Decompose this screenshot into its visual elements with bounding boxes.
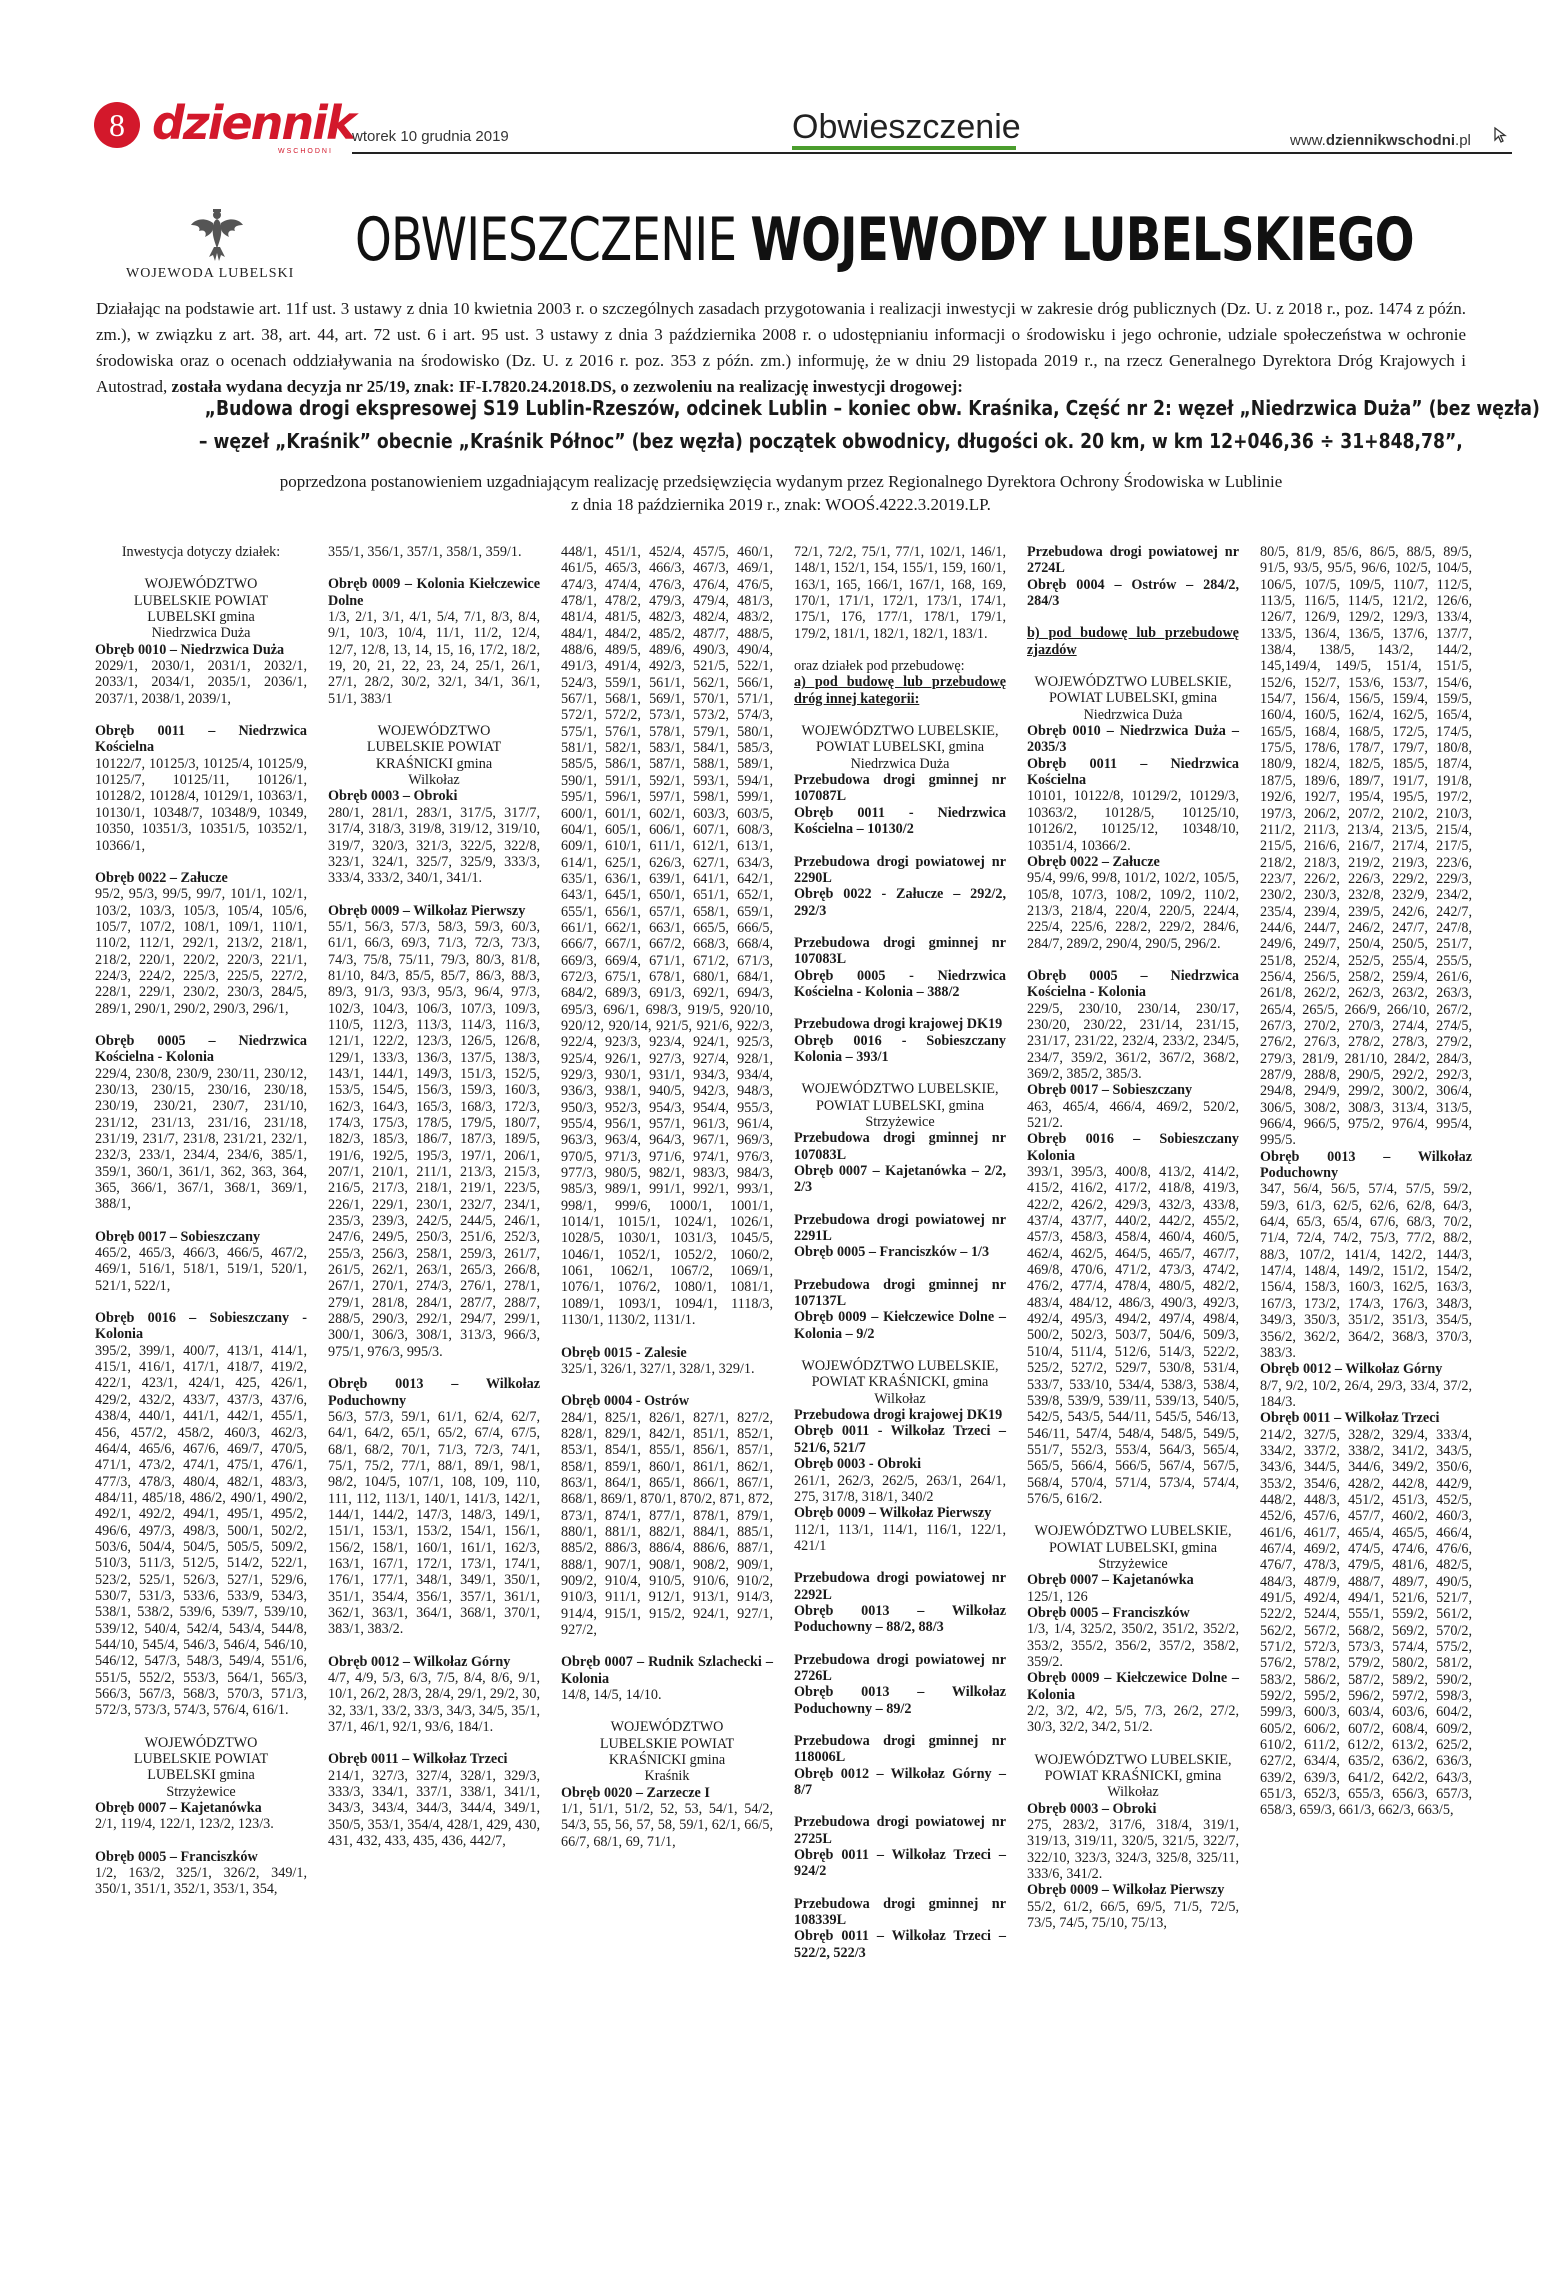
road-heading: Przebudowa drogi gminnej nr 107083L: [794, 1130, 1006, 1163]
precinct-heading: Obręb 0007 – Kajetanówka: [1027, 1572, 1194, 1589]
title-bold: WOJEWODY LUBELSKIEGO: [750, 205, 1414, 275]
road-parcels: Obręb 0005 – Franciszków – 1/3: [794, 1244, 990, 1261]
precinct-heading: Obręb 0022 – Załucze: [95, 869, 228, 886]
parcel-list: 1/3, 2/1, 3/1, 4/1, 5/4, 7/1, 8/3, 8/4, 9/1, 10/3, 10/4, 11/1, 11/2, 12/4, 12/7, 12/8, 13, 14, 15, 16, 17/2, 18/2, 19, 20, 21, 22, 23, 24, 25/1, 26/1, 27/1, 28/2, 30/2, 32/1, 34/1, 36/1, 51/1, 383/1: [328, 609, 540, 707]
parcel-list: 4/7, 4/9, 5/3, 6/3, 7/5, 8/4, 8/6, 9/1, 10/1, 26/2, 28/3, 28/4, 29/1, 29/2, 30, 32, 33/1, 33/2, 33/3, 34/3, 34/5, 35/1, 37/1, 46/1, 92/1, 93/6, 184/1.: [328, 1670, 540, 1736]
parcel-list: 214/1, 327/3, 327/4, 328/1, 329/3, 333/3, 334/1, 337/1, 338/1, 341/1, 343/3, 343/4, 344/3, 344/4, 349/1, 350/5, 353/1, 354/4, 428/1, 429, 430, 431, 432, 433, 435, 436, 442/7,: [328, 1767, 540, 1850]
cursor-icon: [1493, 126, 1511, 144]
region-heading: WOJEWÓDZTWO LUBELSKIE, POWIAT LUBELSKI, gmina Niedrzwica Duża: [801, 723, 999, 772]
parcel-list: 14/8, 14/5, 14/10.: [561, 1687, 662, 1704]
preceded-line-1: poprzedzona postanowieniem uzgadniającym realizację przedsięwzięcia wydanym przez Regionalnego Dyrektora Ochrony Środowiska w Lublinie: [279, 472, 1283, 491]
precinct-heading: Obręb 0005 – Niedrzwica Kościelna - Kolonia: [1027, 967, 1239, 1001]
parcel-list: 347, 56/4, 56/5, 57/4, 57/5, 59/2, 59/3, 61/3, 62/5, 62/6, 62/8, 64/3, 64/4, 65/3, 65/4, 67/6, 68/3, 70/2, 71/4, 72/4, 74/2, 75/3, 77/2, 88/2, 88/3, 107/2, 141/4, 142/2, 144/3, 147/4, 148/4, 149/2, 151/2, 154/2, 156/4, 158/3, 160/3, 162/5, 163/3, 167/3, 173/2, 174/3, 176/3, 348/3, 349/3, 350/3, 351/2, 351/3, 354/5, 356/2, 362/2, 364/2, 368/3, 370/3, 383/3.: [1260, 1181, 1472, 1361]
parcel-list: 1/3, 1/4, 325/2, 350/2, 351/2, 352/2, 353/2, 355/2, 356/2, 357/2, 358/2, 359/2.: [1027, 1621, 1239, 1670]
road-parcels: Obręb 0013 – Wilkołaz Poduchowny – 88/2, 88/3: [794, 1602, 1006, 1636]
region-heading: WOJEWÓDZTWO LUBELSKIE POWIAT LUBELSKI gmina Strzyżewice: [133, 1734, 269, 1800]
precinct-heading: Obręb 0022 – Załucze: [1027, 853, 1160, 870]
region-heading: WOJEWÓDZTWO LUBELSKIE POWIAT KRAŚNICKI gmina Kraśnik: [599, 1719, 735, 1785]
subsection-intro: oraz działek pod przebudowę:: [794, 658, 965, 675]
parcel-list: 395/2, 399/1, 400/7, 413/1, 414/1, 415/1, 416/1, 417/1, 418/7, 419/2, 422/1, 423/1, 424/1, 425, 426/1, 429/2, 432/2, 433/7, 437/3, 437/6, 438/4, 440/1, 441/1, 442/1, 455/1, 456, 457/2, 458/2, 460/3, 462/3, 464/4, 465/6, 467/6, 469/7, 470/5, 471/1, 473/2, 474/1, 475/1, 476/1, 477/3, 478/3, 480/4, 482/1, 483/3, 484/11, 485/18, 486/2, 490/1, 490/2, 492/1, 492/2, 494/1, 495/1, 495/2, 496/6, 497/3, 498/3, 500/1, 502/2, 503/6, 504/4, 504/5, 505/5, 509/2, 510/3, 511/3, 512/5, 514/2, 522/1, 523/2, 525/1, 526/3, 527/1, 529/6, 530/7, 531/3, 533/6, 533/9, 534/3, 538/1, 538/2, 539/6, 539/7, 539/10, 539/12, 540/4, 542/4, 543/4, 544/8, 544/10, 545/4, 546/3, 546/4, 546/10, 546/12, 547/3, 548/3, 549/4, 551/6, 551/5, 552/2, 553/3, 564/1, 565/3, 566/3, 567/3, 568/3, 570/3, 571/3, 572/3, 573/3, 574/3, 576/4, 616/1.: [95, 1342, 307, 1719]
parcel-list: 125/1, 126: [1027, 1588, 1088, 1605]
road-heading: Przebudowa drogi gminnej nr 107137L: [794, 1276, 1006, 1310]
page-title: [355, 205, 1414, 275]
precinct-heading: Obręb 0011 – Wilkołaz Trzeci: [1260, 1410, 1440, 1427]
road-parcels: Obręb 0011 - Niedrzwica Kościelna – 10130/2: [794, 804, 1006, 838]
precinct-heading: Obręb 0016 – Sobieszczany Kolonia: [1027, 1131, 1239, 1164]
parcel-list: 325/1, 326/1, 327/1, 328/1, 329/1.: [561, 1360, 755, 1377]
road-parcels: Obręb 0013 – Wilkołaz Poduchowny – 89/2: [794, 1684, 1006, 1717]
subsection-heading: a) pod budowę lub przebudowę dróg innej kategorii:: [794, 674, 1006, 707]
parcel-list: 275, 283/2, 317/6, 318/4, 319/1, 319/13, 319/11, 320/5, 321/5, 322/7, 322/10, 323/3, 324/3, 325/8, 325/11, 333/6, 341/2.: [1027, 1817, 1239, 1883]
road-parcels: Obręb 0011 – Wilkołaz Trzeci – 924/2: [794, 1847, 1006, 1880]
precinct-heading: Obręb 0013 – Wilkołaz Poduchowny: [1260, 1148, 1472, 1182]
precinct-heading: Obręb 0009 – Wilkołaz Pierwszy: [794, 1505, 992, 1522]
intro-text: Działając na podstawie art. 11f ust. 3 ustawy z dnia 10 kwietnia 2003 r. o szczególnych zasadach przygotowania i realizacji inwestycji w zakresie dróg publicznych (Dz. U. z 2018 r., poz. 1474 z późn. zm.), w związku z art. 38, art. 44, art. 72 ust. 6 i art. 95 ust. 3 ustawy z dnia 3 października 2008 r. o udostępnianiu informacji o środowisku i jego ochronie, udziale społeczeństwa w ochronie środowiska oraz o ocenach oddziaływania na środowisko (Dz. U. z 2016 r. poz. 353 z późn. zm.) informuję, że w dniu 29 listopada 2019 r., na rzecz Generalnego Dyrektora Dróg Krajowych i Autostrad,: [96, 299, 1466, 396]
website-link[interactable]: [1290, 132, 1471, 149]
precinct-heading: Obręb 0009 – Wilkołaz Pierwszy: [1027, 1882, 1225, 1899]
project-line-2: – węzeł „Kraśnik” obecnie „Kraśnik Północ” (bez węzła) początek obwodnicy, długości ok. 20 km, w km 12+046,36 ÷ 31+848,78”,: [198, 429, 1463, 453]
page-number: 8: [94, 102, 140, 148]
road-heading: Przebudowa drogi gminnej nr 108339L: [794, 1895, 1006, 1929]
road-heading: Przebudowa drogi powiatowej nr 2292L: [794, 1570, 1006, 1603]
intro-decision: została wydana decyzja nr 25/19, znak: IF-I.7820.24.2018.DS, o zezwoleniu na realizację inwestycji drogowej:: [171, 377, 963, 396]
parcel-list: 465/2, 465/3, 466/3, 466/5, 467/2, 469/1, 516/1, 518/1, 519/1, 520/1, 521/1, 522/1,: [95, 1245, 307, 1294]
parcel-list: 1/2, 163/2, 325/1, 326/2, 349/1, 350/1, 351/1, 352/1, 353/1, 354,: [95, 1865, 307, 1898]
parcel-list: 8/7, 9/2, 10/2, 26/4, 29/3, 33/4, 37/2, 184/3.: [1260, 1377, 1472, 1410]
column-4: [794, 544, 1006, 1961]
precinct-heading: Obręb 0012 – Wilkołaz Górny: [328, 1653, 511, 1670]
road-parcels: Obręb 0022 - Załucze – 292/2, 292/3: [794, 886, 1006, 919]
precinct-heading: Obręb 0015 - Zalesie: [561, 1344, 687, 1361]
precinct-heading: Obręb 0012 – Wilkołaz Górny: [1260, 1361, 1443, 1378]
parcel-list: 72/1, 72/2, 75/1, 77/1, 102/1, 146/1, 148/1, 152/1, 154, 155/1, 159, 160/1, 163/1, 165, 166/1, 167/1, 168, 169, 170/1, 171/1, 172/1, 173/1, 174/1, 175/1, 176, 177/1, 178/1, 179/1, 179/2, 181/1, 182/1, 182/1, 183/1.: [794, 544, 1006, 642]
parcel-list: 280/1, 281/1, 283/1, 317/5, 317/7, 317/4, 318/3, 319/8, 319/12, 319/10, 319/7, 320/3, 321/3, 322/5, 322/8, 323/1, 324/1, 325/7, 325/9, 333/3, 333/4, 333/2, 340/1, 341/1.: [328, 804, 540, 887]
parcel-list: 55/1, 56/3, 57/3, 58/3, 59/3, 60/3, 61/1, 66/3, 69/3, 71/3, 72/3, 73/3, 74/3, 75/8, 75/11, 79/3, 80/3, 81/8, 81/10, 84/3, 85/5, 85/7, 86/3, 88/3, 89/3, 91/3, 93/3, 95/3, 96/4, 97/3, 102/3, 104/3, 106/3, 107/3, 109/3, 110/5, 112/3, 113/3, 114/3, 116/3, 121/1, 122/2, 123/3, 126/5, 126/8, 129/1, 133/3, 136/3, 137/5, 138/3, 143/1, 144/1, 149/3, 151/3, 152/5, 153/5, 154/5, 156/3, 159/3, 160/3, 162/3, 164/3, 165/3, 168/3, 172/3, 174/3, 175/3, 178/5, 179/5, 180/7, 182/3, 185/3, 186/7, 187/3, 189/5, 191/6, 192/5, 195/3, 197/1, 206/1, 207/1, 210/1, 211/1, 213/3, 215/3, 216/5, 217/3, 218/1, 219/1, 223/5, 226/1, 229/1, 230/1, 232/7, 234/1, 235/3, 239/3, 242/5, 244/5, 246/1, 247/6, 249/5, 250/3, 251/6, 252/3, 255/3, 256/3, 258/1, 259/3, 261/7, 261/5, 262/1, 263/1, 265/3, 266/8, 267/1, 270/1, 274/3, 276/1, 278/1, 279/1, 281/8, 284/1, 287/7, 288/7, 288/5, 290/3, 292/1, 294/7, 299/1, 300/1, 306/3, 308/1, 313/3, 966/3, 975/1, 976/3, 995/3.: [328, 918, 540, 1360]
road-parcels: Obręb 0016 - Sobieszczany Kolonia – 393/1: [794, 1032, 1006, 1065]
column-intro: Inwestycja dotyczy działek:: [121, 544, 281, 560]
parcel-list: 10122/7, 10125/3, 10125/4, 10125/9, 10125/7, 10125/11, 10126/1, 10128/2, 10128/4, 10129/1, 10363/1, 10130/1, 10348/7, 10348/9, 10349, 10350, 10351/3, 10351/5, 10352/1, 10366/1,: [95, 755, 307, 854]
parcel-list: 95/4, 99/6, 99/8, 101/2, 102/2, 105/5, 105/8, 107/3, 108/2, 109/2, 110/2, 213/3, 218/4, 220/4, 220/5, 224/4, 225/4, 225/6, 228/2, 229/2, 284/6, 284/7, 289/2, 290/4, 290/5, 296/2.: [1027, 870, 1239, 952]
intro-paragraph: [96, 296, 1466, 400]
region-heading: WOJEWÓDZTWO LUBELSKIE POWIAT LUBELSKI gmina Niedrzwica Duża: [133, 576, 269, 642]
region-heading: WOJEWÓDZTWO LUBELSKIE POWIAT KRAŚNICKI gmina Wilkołaz: [366, 723, 502, 789]
parcel-list: 80/5, 81/9, 85/6, 86/5, 88/5, 89/5, 91/5, 93/5, 95/5, 96/6, 102/5, 104/5, 106/5, 107/5, 109/5, 110/7, 112/5, 113/5, 116/5, 114/5, 121/2, 126/6, 126/7, 126/9, 129/2, 129/3, 133/4, 133/5, 136/4, 136/5, 137/6, 137/7, 138/4, 138/5, 143/2, 144/2, 145,149/4, 149/5, 151/4, 151/5, 152/6, 152/7, 153/6, 153/7, 154/6, 154/7, 156/4, 156/5, 159/4, 159/5, 160/4, 160/5, 162/4, 162/5, 165/4, 165/5, 168/4, 168/5, 172/5, 174/5, 175/5, 178/6, 178/7, 179/7, 180/8, 180/9, 182/4, 182/5, 185/5, 187/4, 187/5, 189/6, 189/7, 191/7, 191/8, 192/6, 192/7, 195/4, 195/5, 197/2, 197/3, 206/2, 207/2, 210/2, 210/3, 211/2, 211/3, 213/4, 213/5, 215/4, 215/5, 216/6, 216/7, 217/4, 217/5, 218/2, 218/3, 219/2, 219/3, 223/6, 223/7, 226/2, 226/3, 229/2, 229/3, 230/2, 230/3, 232/8, 232/9, 234/2, 235/4, 239/4, 239/5, 242/6, 242/7, 244/6, 244/7, 246/2, 247/7, 247/8, 249/6, 249/7, 250/4, 250/5, 251/7, 251/8, 252/4, 252/5, 255/4, 255/5, 256/4, 256/5, 258/2, 259/4, 261/6, 261/8, 262/2, 262/3, 263/2, 263/3, 265/4, 265/5, 266/9, 266/10, 267/2, 267/3, 270/2, 270/3, 274/4, 274/5, 276/2, 276/3, 278/2, 278/3, 279/2, 279/3, 281/9, 281/10, 284/2, 284/3, 287/9, 288/8, 290/5, 292/2, 292/3, 294/8, 294/9, 299/2, 300/2, 306/4, 306/5, 308/2, 308/3, 313/4, 313/5, 966/4, 966/5, 975/2, 976/4, 995/4, 995/5.: [1260, 544, 1472, 1149]
column-6: [1260, 544, 1472, 1819]
column-3: [561, 544, 773, 1850]
precinct-heading: Obręb 0003 – Obroki: [328, 788, 458, 805]
column-1: [95, 544, 307, 1898]
precinct-heading: Obręb 0005 – Niedrzwica Kościelna - Kolonia: [95, 1032, 307, 1066]
parcel-list: 56/3, 57/3, 59/1, 61/1, 62/4, 62/7, 64/1, 64/2, 65/1, 65/2, 67/4, 67/5, 68/1, 68/2, 70/1, 71/3, 72/3, 74/1, 75/1, 75/2, 77/1, 88/1, 89/1, 98/1, 98/2, 104/5, 107/1, 108, 109, 110, 111, 112, 113/1, 140/1, 141/3, 142/1, 144/1, 144/2, 147/3, 148/3, 149/1, 151/1, 153/1, 153/2, 154/1, 156/1, 156/2, 158/1, 160/1, 161/1, 162/3, 163/1, 167/1, 172/1, 173/1, 174/1, 176/1, 177/1, 348/1, 349/1, 350/1, 351/1, 354/4, 356/1, 357/1, 361/1, 362/1, 363/1, 364/1, 368/1, 370/1, 383/1, 383/2.: [328, 1408, 540, 1638]
road-parcels: Obręb 0012 – Wilkołaz Górny – 8/7: [794, 1765, 1006, 1798]
parcel-list: 112/1, 113/1, 114/1, 116/1, 122/1, 421/1: [794, 1521, 1006, 1554]
precinct-heading: Obręb 0011 – Wilkołaz Trzeci: [328, 1751, 508, 1768]
road-parcels: Obręb 0004 – Ostrów – 284/2, 284/3: [1027, 576, 1239, 610]
project-line-1: „Budowa drogi ekspresowej S19 Lublin-Rzeszów, odcinek Lublin – koniec obw. Kraśnika, Część nr 2: węzeł „Niedrzwica Duża” (bez węzła): [204, 396, 1540, 420]
parcel-list: 229/5, 230/10, 230/14, 230/17, 230/20, 230/22, 231/14, 231/15, 231/17, 231/22, 232/4, 233/2, 234/5, 234/7, 359/2, 361/2, 367/2, 368/2, 369/2, 385/2, 385/3.: [1027, 1000, 1239, 1082]
project-title: [96, 392, 1540, 458]
road-heading: Przebudowa drogi gminnej nr 107087L: [794, 772, 1006, 805]
url-suffix: .pl: [1455, 132, 1471, 149]
precinct-heading: Obręb 0007 – Kajetanówka: [95, 1800, 262, 1817]
precinct-heading: Obręb 0017 – Sobieszczany: [95, 1228, 261, 1245]
parcel-list: 2029/1, 2030/1, 2031/1, 2032/1, 2033/1, 2034/1, 2035/1, 2036/1, 2037/1, 2038/1, 2039/1,: [95, 658, 307, 707]
newspaper-logo[interactable]: dziennik: [152, 96, 355, 150]
precinct-heading: Obręb 0009 – Kolonia Kiełczewice Dolne: [328, 576, 540, 609]
parcel-list: 55/2, 61/2, 66/5, 69/5, 71/5, 72/5, 73/5, 74/5, 75/10, 75/13,: [1027, 1898, 1239, 1932]
parcel-list: 2/2, 3/2, 4/2, 5/5, 7/3, 26/2, 27/2, 30/3, 32/2, 34/2, 51/2.: [1027, 1703, 1239, 1736]
section-underline: [792, 146, 1016, 150]
precinct-heading: Obręb 0010 – Niedrzwica Duża: [95, 641, 285, 658]
road-parcels: Obręb 0007 – Kajetanówka – 2/2, 2/3: [794, 1163, 1006, 1196]
precinct-heading: Obręb 0005 – Franciszków: [1027, 1604, 1190, 1621]
section-title: Obwieszczenie: [792, 108, 1021, 146]
subsection-heading: b) pod budowę lub przebudowę zjazdów: [1027, 625, 1239, 658]
precinct-heading: Obręb 0010 – Niedrzwica Duża – 2035/3: [1027, 723, 1239, 756]
precinct-heading: Obręb 0009 – Kiełczewice Dolne – Kolonia: [1027, 1670, 1239, 1703]
precinct-heading: Obręb 0003 – Obroki: [1027, 1800, 1157, 1817]
road-heading: Przebudowa drogi powiatowej nr 2290L: [794, 853, 1006, 886]
column-2: [328, 544, 540, 1849]
precinct-heading: Obręb 0020 – Zarzecze I: [561, 1784, 710, 1801]
precinct-heading: Obręb 0009 – Wilkołaz Pierwszy: [328, 902, 526, 919]
precinct-heading: Obręb 0003 - Obroki: [794, 1456, 922, 1473]
road-heading: Przebudowa drogi gminnej nr 107083L: [794, 934, 1006, 968]
region-heading: WOJEWÓDZTWO LUBELSKIE, POWIAT LUBELSKI, gmina Strzyżewice: [801, 1081, 999, 1130]
parcel-list: 1/1, 51/1, 51/2, 52, 53, 54/1, 54/2, 54/3, 55, 56, 57, 58, 59/1, 62/1, 66/5, 66/7, 68/1, 69, 71/1,: [561, 1801, 773, 1850]
url-prefix: www.: [1290, 132, 1326, 149]
parcel-list: 284/1, 825/1, 826/1, 827/1, 827/2, 828/1, 829/1, 842/1, 851/1, 852/1, 853/1, 854/1, 855/1, 856/1, 857/1, 858/1, 859/1, 860/1, 861/1, 862/1, 863/1, 864/1, 865/1, 866/1, 867/1, 868/1, 869/1, 870/1, 870/2, 871, 872, 873/1, 874/1, 877/1, 878/1, 879/1, 880/1, 881/1, 882/1, 884/1, 885/1, 885/2, 886/3, 886/4, 886/6, 887/1, 888/1, 907/1, 908/1, 908/2, 909/1, 909/2, 910/4, 910/5, 910/6, 910/2, 910/3, 911/1, 912/1, 913/1, 914/3, 914/4, 915/1, 915/2, 924/1, 927/1, 927/2,: [561, 1409, 773, 1638]
road-parcels: Obręb 0005 - Niedrzwica Kościelna - Kolonia – 388/2: [794, 967, 1006, 1000]
parcel-list: 448/1, 451/1, 452/4, 457/5, 460/1, 461/5, 465/3, 466/3, 467/3, 469/1, 474/3, 474/4, 476/3, 476/4, 476/5, 478/1, 478/2, 479/3, 479/4, 481/3, 481/4, 481/5, 482/3, 482/4, 483/2, 484/1, 484/2, 485/2, 487/7, 488/5, 488/6, 489/5, 489/6, 490/3, 490/4, 491/3, 491/4, 492/3, 521/5, 522/1, 524/3, 559/1, 561/1, 562/1, 566/1, 567/1, 568/1, 569/1, 570/1, 571/1, 572/1, 572/2, 573/1, 573/2, 574/3, 575/1, 576/1, 578/1, 579/1, 580/1, 581/1, 582/1, 583/1, 584/1, 585/3, 585/5, 586/1, 587/1, 588/1, 589/1, 590/1, 591/1, 592/1, 593/1, 594/1, 595/1, 596/1, 597/1, 598/1, 599/1, 600/1, 601/1, 602/1, 603/3, 603/5, 604/1, 605/1, 606/1, 607/1, 608/3, 609/1, 610/1, 611/1, 612/1, 613/1, 614/1, 625/1, 626/3, 627/1, 634/3, 635/1, 636/1, 639/1, 641/1, 642/1, 643/1, 645/1, 650/1, 651/1, 652/1, 655/1, 656/1, 657/1, 658/1, 659/1, 661/1, 662/1, 663/1, 665/5, 666/5, 666/7, 667/1, 667/2, 668/3, 668/4, 669/3, 669/4, 671/1, 671/2, 671/3, 672/3, 675/1, 678/1, 680/1, 684/1, 684/2, 689/3, 691/3, 692/1, 694/3, 695/3, 696/1, 698/3, 919/5, 920/10, 920/12, 920/14, 921/5, 921/6, 922/3, 922/4, 923/3, 923/4, 924/1, 925/3, 925/4, 926/1, 927/3, 927/4, 928/1, 929/3, 930/1, 931/1, 934/3, 934/4, 936/3, 938/1, 940/5, 942/3, 948/3, 950/3, 952/3, 954/3, 954/4, 955/3, 955/4, 956/1, 957/1, 961/3, 961/4, 963/3, 963/4, 964/3, 967/1, 969/3, 970/5, 971/3, 971/6, 974/1, 976/3, 977/3, 980/5, 982/1, 983/3, 984/3, 985/3, 989/1, 991/1, 992/1, 993/1, 998/1, 999/6, 1000/1, 1001/1, 1014/1, 1015/1, 1024/1, 1026/1, 1028/5, 1030/1, 1031/3, 1045/5, 1046/1, 1052/1, 1052/2, 1060/2, 1061, 1062/1, 1067/2, 1069/1, 1076/1, 1076/2, 1080/1, 1081/1, 1089/1, 1093/1, 1094/1, 1118/3, 1130/1, 1130/2, 1131/1.: [561, 544, 773, 1329]
parcel-list: 214/2, 327/5, 328/2, 329/4, 333/4, 334/2, 337/2, 338/2, 341/2, 343/5, 343/6, 344/5, 344/6, 349/2, 350/6, 353/2, 354/6, 428/2, 442/8, 442/9, 448/2, 448/3, 451/2, 451/3, 452/5, 452/6, 457/6, 457/7, 460/2, 460/3, 461/6, 461/7, 465/4, 465/5, 466/4, 467/4, 469/2, 474/5, 474/6, 476/6, 476/7, 478/3, 479/5, 481/6, 482/5, 484/3, 487/9, 488/7, 489/7, 490/5, 491/5, 492/4, 494/1, 521/6, 521/7, 522/2, 524/4, 555/1, 559/2, 561/2, 562/2, 567/2, 568/2, 569/2, 570/2, 571/2, 572/3, 573/3, 574/4, 575/2, 576/2, 578/2, 579/2, 580/2, 581/2, 583/2, 586/2, 587/2, 589/2, 590/2, 592/2, 595/2, 596/2, 597/2, 598/3, 599/3, 600/3, 603/4, 603/6, 604/2, 605/2, 606/2, 607/2, 608/4, 609/2, 610/2, 611/2, 612/2, 613/2, 625/2, 627/2, 634/4, 635/2, 636/2, 636/3, 639/2, 639/3, 641/2, 642/2, 643/3, 651/3, 652/3, 655/3, 656/3, 657/3, 658/3, 659/3, 661/3, 662/3, 663/5,: [1260, 1426, 1472, 1819]
road-heading: Przebudowa drogi gminnej nr 118006L: [794, 1732, 1006, 1766]
parcel-columns: [95, 544, 1475, 2244]
road-heading: Przebudowa drogi krajowej DK19: [794, 1016, 1003, 1033]
road-heading: Przebudowa drogi powiatowej nr 2291L: [794, 1211, 1006, 1245]
road-heading: Przebudowa drogi krajowej DK19: [794, 1407, 1003, 1424]
emblem-label: WOJEWODA LUBELSKI: [126, 266, 295, 281]
precinct-heading: Obręb 0011 – Niedrzwica Kościelna: [1027, 755, 1239, 789]
parcel-list: 463, 465/4, 466/4, 469/2, 520/2, 521/2.: [1027, 1098, 1239, 1131]
precinct-heading: Obręb 0004 - Ostrów: [561, 1393, 690, 1410]
road-heading: Przebudowa drogi powiatowej nr 2726L: [794, 1651, 1006, 1684]
region-heading: WOJEWÓDZTWO LUBELSKIE, POWIAT KRAŚNICKI, gmina Wilkołaz: [801, 1358, 999, 1407]
road-heading: Przebudowa drogi powiatowej nr 2725L: [794, 1814, 1006, 1847]
parcel-list: 2/1, 119/4, 122/1, 123/2, 123/3.: [95, 1816, 274, 1833]
parcel-list: 10101, 10122/8, 10129/2, 10129/3, 10363/2, 10128/5, 10125/10, 10126/2, 10125/12, 10348/10, 10351/4, 10366/2.: [1027, 788, 1239, 854]
region-heading: WOJEWÓDZTWO LUBELSKIE, POWIAT LUBELSKI, gmina Strzyżewice: [1034, 1523, 1232, 1572]
page-header: [0, 0, 1558, 160]
column-5: [1027, 544, 1239, 1932]
precinct-heading: Obręb 0013 – Wilkołaz Poduchowny: [328, 1376, 540, 1409]
precinct-heading: Obręb 0016 – Sobieszczany - Kolonia: [95, 1310, 307, 1343]
region-heading: WOJEWÓDZTWO LUBELSKIE, POWIAT KRAŚNICKI, gmina Wilkołaz: [1034, 1751, 1232, 1801]
precinct-heading: Obręb 0011 – Niedrzwica Kościelna: [95, 723, 307, 756]
road-heading: Przebudowa drogi powiatowej nr 2724L: [1027, 544, 1239, 577]
preceded-line-2: z dnia 18 października 2019 r., znak: WOOŚ.4222.3.2019.LP.: [571, 495, 991, 514]
road-parcels: Obręb 0011 – Wilkołaz Trzeci – 522/2, 522/3: [794, 1928, 1006, 1961]
parcel-list: 95/2, 95/3, 99/5, 99/7, 101/1, 102/1, 103/2, 103/3, 105/3, 105/4, 105/6, 105/7, 107/2, 108/1, 109/1, 110/1, 110/2, 112/1, 292/1, 213/2, 218/1, 218/2, 220/1, 220/2, 220/3, 221/1, 224/3, 224/2, 225/3, 225/5, 227/2, 228/1, 229/1, 230/2, 230/3, 284/5, 289/1, 290/1, 290/2, 290/3, 296/1,: [95, 886, 307, 1017]
precinct-heading: Obręb 0005 – Franciszków: [95, 1848, 258, 1865]
region-heading: WOJEWÓDZTWO LUBELSKIE, POWIAT LUBELSKI, gmina Niedrzwica Duża: [1034, 674, 1232, 723]
precinct-heading: Obręb 0017 – Sobieszczany: [1027, 1082, 1193, 1099]
parcel-list: 261/1, 262/3, 262/5, 263/1, 264/1, 275, 317/8, 318/1, 340/2: [794, 1472, 1006, 1505]
road-parcels: Obręb 0009 – Kiełczewice Dolne – Kolonia – 9/2: [794, 1309, 1006, 1342]
parcel-list: 393/1, 395/3, 400/8, 413/2, 414/2, 415/2, 416/2, 417/2, 418/8, 419/3, 422/2, 426/2, 429/3, 432/3, 433/8, 437/4, 437/7, 440/2, 442/2, 455/2, 457/3, 458/3, 458/4, 460/4, 460/5, 462/4, 462/5, 464/5, 465/7, 467/7, 469/8, 470/6, 471/2, 473/3, 474/2, 476/2, 477/4, 478/4, 480/5, 482/2, 483/4, 484/12, 486/3, 490/3, 492/3, 492/4, 495/3, 494/2, 497/4, 498/4, 500/2, 502/3, 503/7, 504/6, 509/3, 510/4, 511/4, 512/6, 514/3, 522/2, 525/2, 527/2, 529/7, 530/8, 531/4, 533/7, 533/10, 534/4, 538/3, 538/4, 539/8, 539/9, 539/11, 539/13, 540/5, 542/5, 543/5, 544/11, 545/5, 546/13, 546/11, 547/4, 548/4, 548/5, 549/5, 551/7, 552/3, 553/4, 564/3, 565/4, 565/5, 566/4, 566/5, 567/4, 567/5, 568/4, 570/4, 571/4, 573/4, 574/4, 576/5, 616/2.: [1027, 1164, 1239, 1507]
parcel-list: 355/1, 356/1, 357/1, 358/1, 359/1.: [328, 544, 522, 560]
title-light: OBWIESZCZENIE: [355, 205, 751, 275]
parcel-list: 229/4, 230/8, 230/9, 230/11, 230/12, 230/13, 230/15, 230/16, 230/18, 230/19, 230/21, 230/7, 231/10, 231/12, 231/13, 231/16, 231/18, 231/19, 231/7, 231/8, 231/21, 232/1, 232/3, 233/1, 234/4, 234/6, 385/1, 359/1, 360/1, 361/1, 362, 363, 364, 365, 366/1, 367/1, 368/1, 369/1, 388/1,: [95, 1065, 307, 1213]
precinct-heading: Obręb 0007 – Rudnik Szlachecki – Kolonia: [561, 1654, 773, 1687]
road-parcels: Obręb 0011 - Wilkołaz Trzeci – 521/6, 521/7: [794, 1423, 1006, 1456]
preceded-paragraph: [96, 470, 1466, 516]
url-domain: dziennikwschodni: [1325, 132, 1456, 149]
header-rule: [352, 152, 1512, 154]
issue-date: wtorek 10 grudnia 2019: [352, 128, 509, 145]
eagle-emblem-icon: [187, 205, 247, 265]
newspaper-logo-sub: WSCHODNI: [278, 148, 333, 155]
